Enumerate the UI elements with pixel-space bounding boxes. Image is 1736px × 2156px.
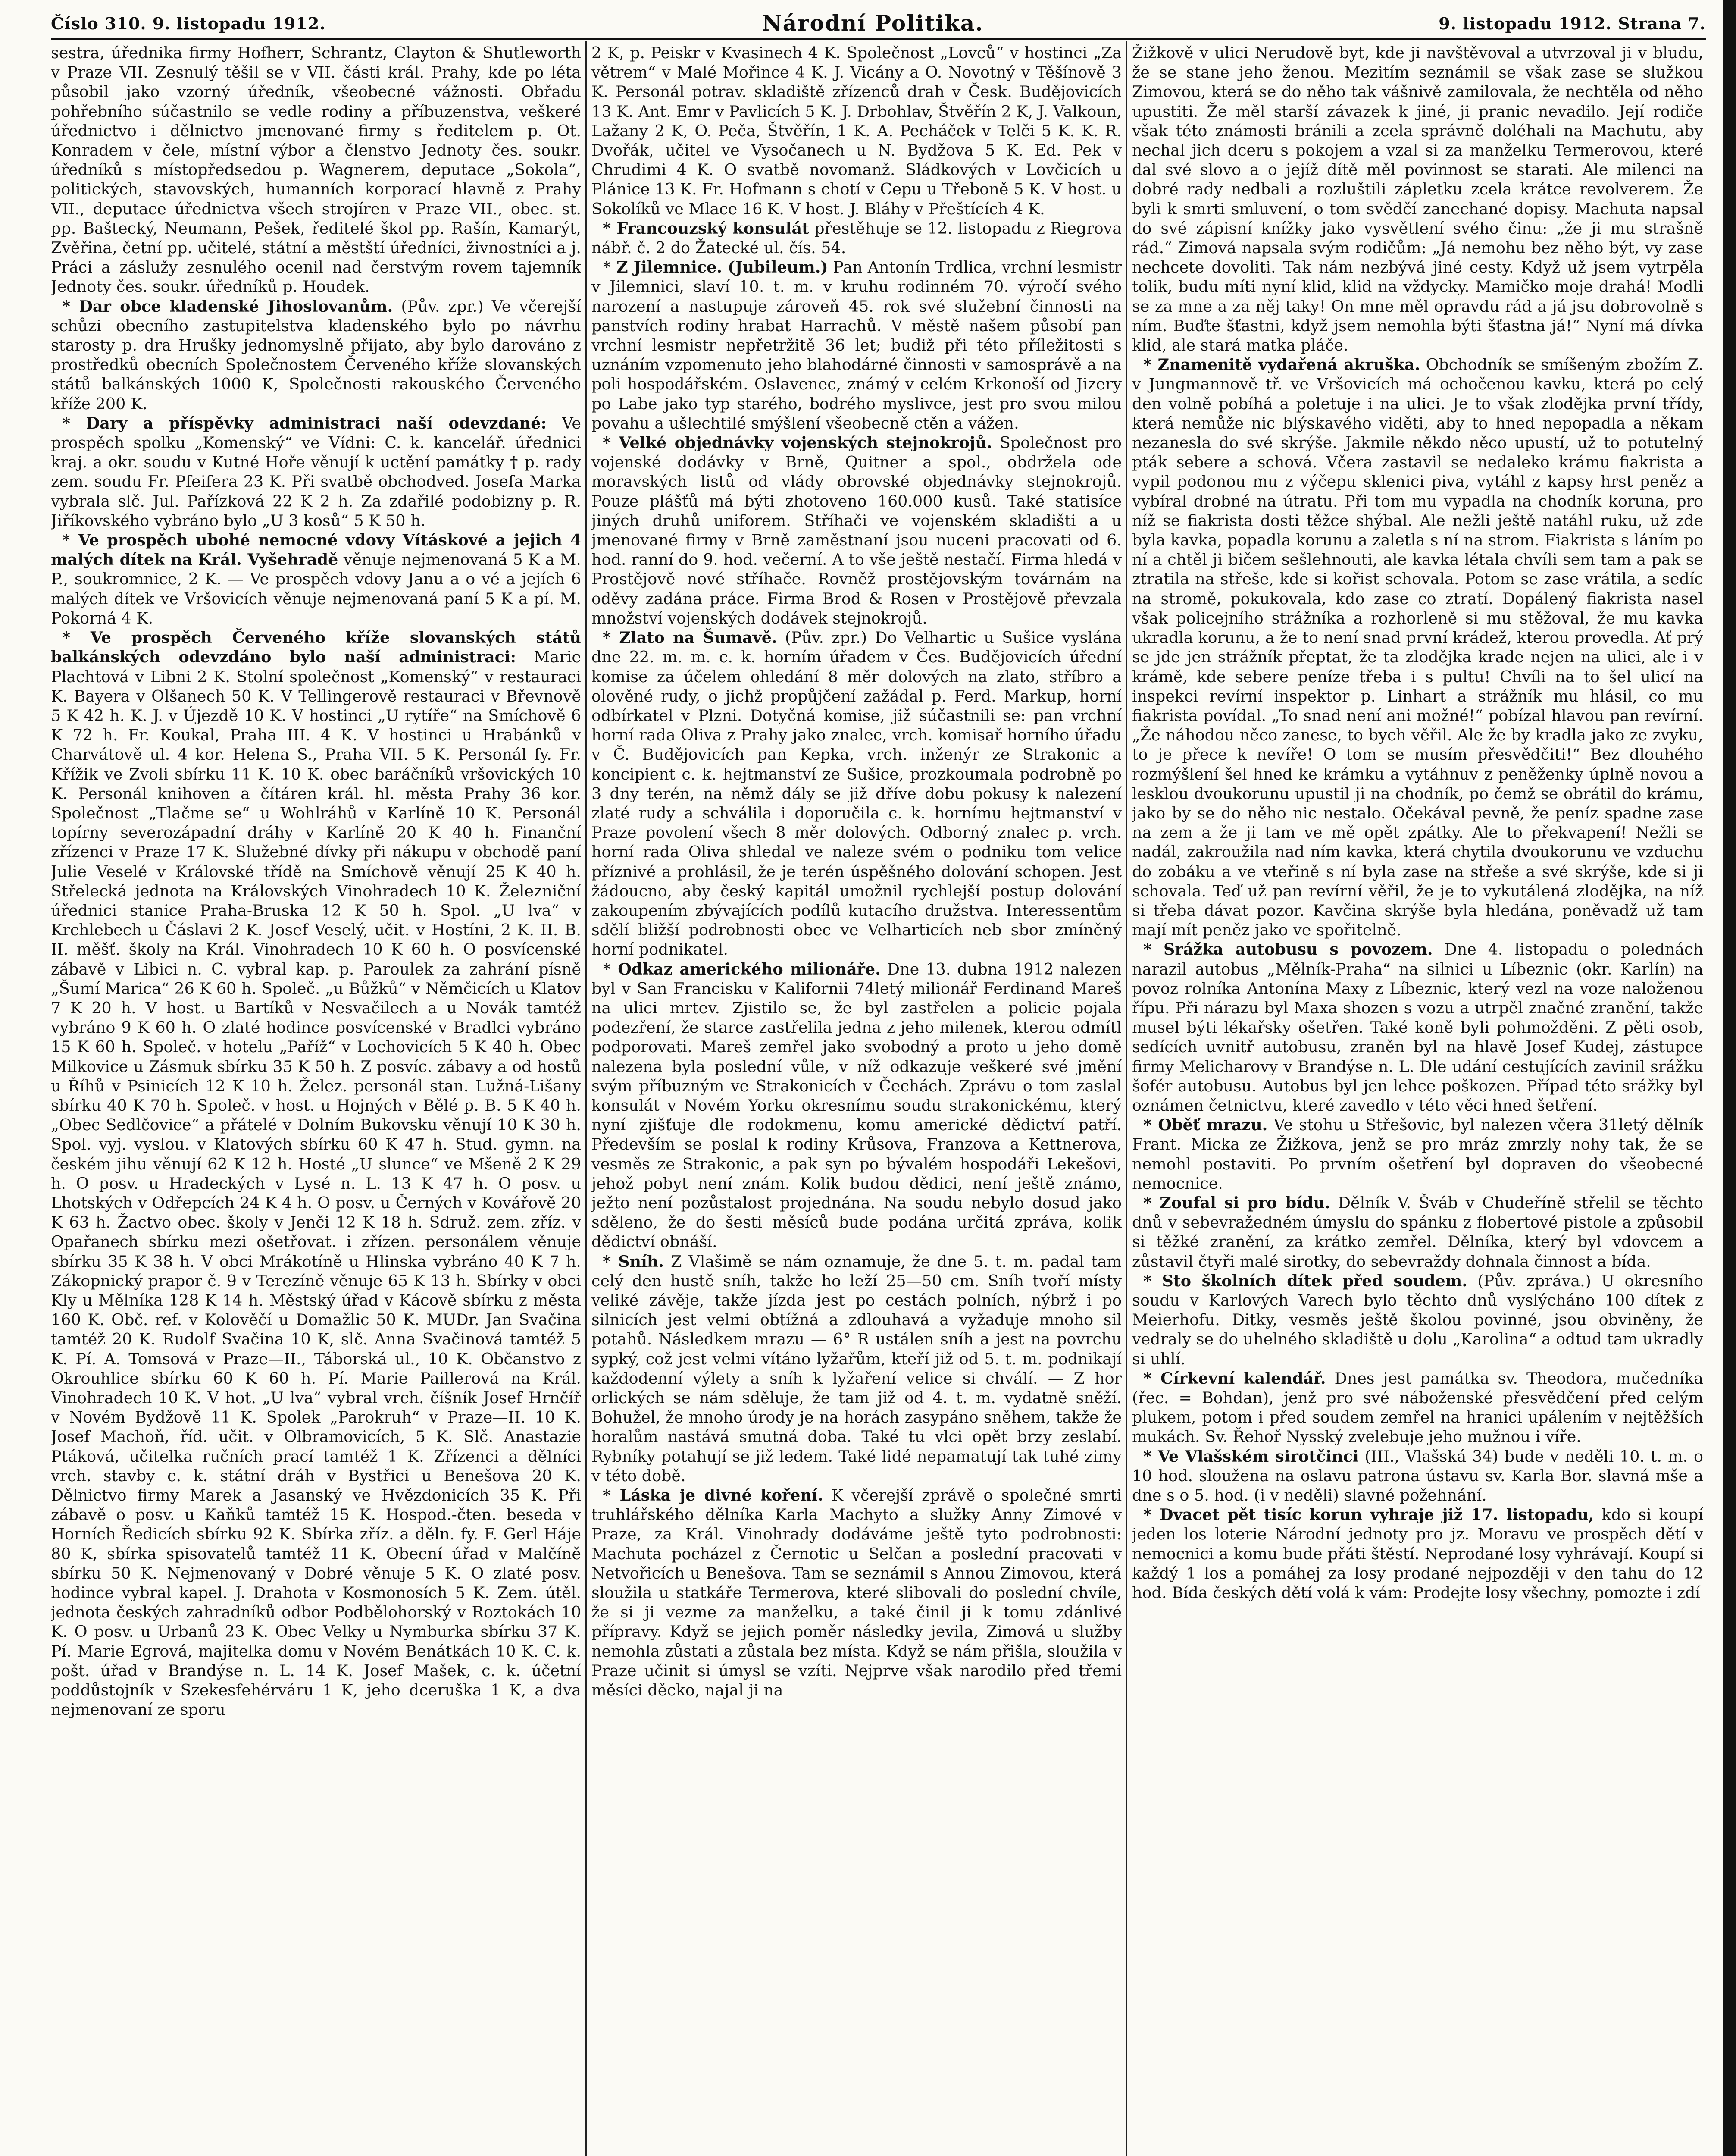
column-divider (1126, 41, 1127, 2156)
article-paragraph (591, 43, 1122, 219)
column-1 (51, 43, 581, 2156)
article-text: (Pův. zpráva.) U okresního soudu v Karlových Varech bylo těchto dnů vyslýcháno 100 dítek z Meierhofu. Ditky, vesměs ještě školou povinné, jsou obviněny, že vedraly se do uhelného skladiště u dolu „Karolina“ a odtud tam ukradly si uhlí. (1132, 1271, 1703, 1368)
article-paragraph (51, 297, 581, 414)
article-headline: * Sníh. (603, 1252, 664, 1271)
article-headline: * Velké objednávky vojenských stejnokrojů. (603, 433, 992, 452)
article-paragraph (1132, 1115, 1703, 1193)
scan-edge (1723, 0, 1736, 2156)
article-paragraph (1132, 1193, 1703, 1271)
article-text: věnuje nejmenovaná 5 K a M. P., soukromnice, 2 K. — Ve prospěch vdovy Janu a o vé a jejích 6 malých dítek ve Vršovicích věnuje nejmenovaná paní 5 K a pí. M. Pokorná 4 K. (51, 550, 581, 627)
article-text: Společnost pro vojenské dodávky v Brně, Quitner a spol., obdržela ode moravských listů od vlády obrovské objednávky stejnokrojů. Pouze plášťů má býti zhotoveno 160.000 kusů. Také statisíce jiných druhů uniforem. Stříhači ve vojenském skladišti a u jmenované firmy v Brně zaměstnaní jsou nuceni pracovati od 6. hod. ranní do 9. hod. večerní. A to vše ještě nestačí. Firma hledá v Prostějově nové stříhače. Rovněž prostějovským továrnám na oděvy zadána práce. Firma Brod & Rosen v Prostějově převzala množství vojenských dodávek stejnokrojů. (591, 433, 1122, 627)
article-headline: * Zlato na Šumavě. (603, 628, 777, 647)
article-paragraph (1132, 1369, 1703, 1447)
article-paragraph (1132, 1447, 1703, 1505)
article-headline: * Z Jilemnice. (Jubileum.) (603, 258, 828, 277)
article-text: 2 K, p. Peiskr v Kvasinech 4 K. Společnost „Lovců“ v hostinci „Za větrem“ v Malé Mořince 4 K. J. Vicány a O. Novotný v Těšínově 3 K. Personál potrav. skladiště zřízenců drah v Česk. Budějovicích 13 K. Ant. Emr v Pavlicích 5 K. J. Drbohlav, Štvěřín 2 K, J. Valkoun, Lažany 2 K, O. Peča, Štvěřín, 1 K. A. Pecháček v Telči 5 K. K. R. Dvořák, učitel ve Vysočanech u N. Bydžova 5 K. Ed. Pek v Chrudimi 4 K. O svatbě novomanž. Sládkových v Lovčicích u Plánice 13 K. Fr. Hofmann s chotí v Cepu u Třeboně 5 K. V host. u Sokolíků ve Mlace 16 K. V host. J. Bláhy v Přeštících 4 K. (591, 44, 1122, 218)
article-text: Pan Antonín Trdlica, vrchní lesmistr v Jilemnici, slaví 10. t. m. v kruhu rodinném 70. výročí svého narození a nastupuje zároveň 45. rok své služební činnosti na panstvích rodiny hrabat Harrachů. V městě našem působí pan vrchní lesmistr nepřetržitě 36 let; budiž při této příležitosti s uznáním vzpomenuto jeho blahodárné činnosti v samosprávě a na poli hospodářském. Oslavenec, známý v celém Krkonoší od Jizery po Labe jako typ starého, bodrého myslivce, jest pro svou milou povahu a ušlechtilé smýšlení všeobecně ctěn a vážen. (591, 258, 1122, 432)
article-headline: * Ve prospěch ubohé nemocné vdovy Vításkové a jejich 4 malých dítek na Král. Vyšehradě (51, 531, 581, 569)
article-paragraph (591, 219, 1122, 257)
article-paragraph (591, 1252, 1122, 1485)
article-headline: * Odkaz amerického milionáře. (603, 959, 881, 978)
article-text: Ve prospěch spolku „Komenský“ ve Vídni: C. k. kancelář. úřednici kraj. a okr. soudu v Kutné Hoře věnují k uctění památky † p. rady zem. soudu Fr. Pfeifera 23 K. Při svatbě obchodved. Josefa Marka vybrala slč. Jul. Pařízková 22 K 2 h. Za zdařilé podobizny p. R. Jiříkovského vybráno bylo „U 3 kosů“ 5 K 50 h. (51, 414, 581, 530)
article-headline: * Oběť mrazu. (1143, 1116, 1268, 1134)
article-headline: * Francouzský konsulát (603, 219, 809, 238)
article-text: Dělník V. Šváb v Chudeříně střelil se těchto dnů v sebevražedném úmyslu do spánku z flobertové pistole a způsobil si těžké zranění, za krátko zemřel. Dělníka, který byl vdovcem a zůstavil čtyři malé sirotky, do sebevraždy dohnala činnost a bída. (1132, 1193, 1703, 1271)
article-paragraph (1132, 1505, 1703, 1602)
article-text: Dne 13. dubna 1912 nalezen byl v San Francisku v Kalifornii 74letý milionář Ferdinand Mareš na ulici mrtev. Zjistilo se, že byl zastřelen a policie pojala podezření, že starce zastřelila jedna z jeho milenek, kterou odmítl podporovati. Mareš zemřel jako svobodný a proto u jeho domě nalezena byla poslední vůle, v níž odkazuje veškeré své jmění svým příbuzným ve Strakonicích v Čechách. Zprávu o tom zaslal konsulát v Novém Yorku okresnímu soudu strakonickému, který nyní zjišťuje dle rodokmenu, komu americké dědictví patří. Především se poslal k rodiny Krůsova, Franzova a Kettnerova, vesměs ze Strakonic, a pak syn po bývalém hospodáři Lekešovi, jehož pobyt není znám. Kolik budou dědici, není ještě známo, ježto není pozůstalost projednána. Na soudu nebylo dosud jako sděleno, že do šesti měsíců bude podána určitá zpráva, kolik dědictví obnáší. (591, 959, 1122, 1251)
article-headline: * Dar obce kladenské Jihoslovanům. (62, 297, 393, 316)
article-paragraph (51, 530, 581, 628)
article-headline: * Sto školních dítek před soudem. (1143, 1271, 1467, 1290)
article-text: Dne 4. listopadu o polednách narazil autobus „Mělník-Praha“ na silnici u Líbeznic (okr. Karlín) na povoz rolníka Antonína Maxy z Líbeznic, který vezl na voze naloženou řípu. Při nárazu byl Maxa shozen s vozu a utrpěl značné zranění, takže musel býti lékařsky ošetřen. Také koně byli pohmožděni. Z pěti osob, sedících uvnitř autobusu, zraněn byl na hlavě Josef Kudej, zástupce firmy Melicharovy v Brandýse n. L. Dle udání cestujících zavinil srážku šofér autobusu. Autobus byl jen lehce poškozen. Případ této srážky byl oznámen četnictvu, které zavedlo v této věci hned šetření. (1132, 940, 1703, 1115)
article-text: Žižkově v ulici Nerudově byt, kde ji navštěvoval a utvrzoval ji v bludu, že se stane jeho ženou. Mezitím seznámil se však zase se služkou Zimovou, která se do něho tak vášnivě zamilovala, že nechtěla od něho upustiti. Že měl starší závazek k jiné, ji pranic nevadilo. Její rodiče však této známosti bránili a zcela správně doléhali na Machutu, aby nechal jich dceru s pokojem a vzal si za manželku Termerovou, které dal své slovo a o jejíž dítě měl povinnost se starati. Ale milenci na dobré rady nedbali a rozluštili zápletku zcela krátce revolverem. Že byli k smrti smluvení, o tom svědčí zanechané dopisy. Machuta napsal do své zápisní knížky jako vysvětlení svého činu: „že ji mu strašně rád.“ Zimová napsala svým rodičům: „Já nemohu bez něho být, vy zase nechcete dovoliti. Tak nám nezbývá jiné cesty. Když už jsem vytrpěla tolik, budu míti nyní klid, klid na vždycky. Mamičko moje drahá! Modli se za mne a za něj taky! On mne měl opravdu rád a já jsu dobrovolně s ním. Buďte šťastni, když jsem nemohla býti šťastna já!“ Nyní má dívka klid, ale stará matka pláče. (1132, 44, 1703, 355)
article-headline: * Církevní kalendář. (1143, 1369, 1326, 1388)
article-text: Z Vlašimě se nám oznamuje, že dne 5. t. m. padal tam celý den hustě sníh, takže ho leží 25—50 cm. Sníh tvoří místy veliké závěje, takže jízda jest po cestách polních, nýbrž i po silnicích jest velmi obtížná a zdlouhavá a vyžaduje mnoho sil potahů. Následkem mrazu — 6° R ustálen sníh a jest na povrchu sypký, což jest velmi vítáno lyžařům, kteří již od 5. t. m. podnikají každodenní výlety a sníh k lyžaření velice si chválí. — Z hor orlických se nám sděluje, že tam již od 4. t. m. vydatně sněží. Bohužel, že mnoho úrody je na horách zasypáno sněhem, takže že horalům nastává smutná doba. Také tu vlci opět brzy zeslabí. Rybníky potahují se již ledem. Také lidé nepamatují tak tuhé zimy v této době. (591, 1252, 1122, 1485)
page-header (51, 6, 1706, 37)
article-text: Dnes jest památka sv. Theodora, mučedníka (řec. = Bohdan), jenž pro své náboženské přesvědčení před celým plukem, potom i před soudem zemřel na hranici upálením v nejtěžších mukách. Sv. Řehoř Nysský zvelebuje jeho mužnou i víře. (1132, 1369, 1703, 1446)
article-text: Obchodník se smíšeným zbožím Z. v Jungmannově tř. ve Vršovicích má ochočenou kavku, která po celý den volně pobíhá a poletuje i na ulici. Je to však zlodějka první třídy, která nemůže nic blýskavého viděti, aby to hned nepopadla a někam nezanesla do své skrýše. Jakmile někdo něco upustí, už to potutelný pták sebere a schová. Včera zastavil se nedaleko krámu fiakrista a vypil podonou mu z výčepu sklenici piva, vytáhl z kapsy hrst peněz a vybíral drobné na útratu. Při tom mu vypadla na chodník koruna, pro níž se fiakrista dosti těžce shýbal. Ale nežli ještě natáhl ruku, už zde byla kavka, popadla korunu a zaletla s ní na strom. Fiakrista s láním po ní a chtěl ji bičem sešlehnouti, ale kavka létala chvíli sem tam a pak se ztratila na střeše, kde si kořist schovala. Potom se zase vrátila, a sedíc na stromě, pokukovala, kdo zase co ztratí. Dopálený fiakrista nasel však policejního strážníka a rozhorleně si mu stěžoval, že mu kavka ukradla korunu, a že to není snad první krádež, kterou provedla. Ať prý se jde jen strážník přeptat, že ta zlodějka krade nejen na ulici, ale i v krámě, kde sebere peníze třeba i s pultu! Chvíli na to šel ulicí na inspekci revírní inspektor p. Linhart a strážník mu hlásil, co mu fiakrista povídal. „To snad není ani možné!“ pobízal hlavou pan revírní. „Že náhodou něco zanese, to bych věřil. Ale že by kradla jako ze zvyku, to je přece k nevíře! O tom se musím přesvědčiti!“ Bez dlouhého rozmýšlení šel hned ke krámku a vytáhnuv z peněženky úplně novou a lesklou dvoukorunu upustil ji na chodník, po čemž se obrátil do krámu, jako by se do něho nic nestalo. Očekával pevně, že peníz spadne zase na zem a že ji tam ve mě opět zpátky. Ale to překvapení! Nežli se nadál, zakroužila nad ním kavka, která chytila dvoukorunu ve vzduchu do zobáku a ve vteřině s ní byla zase na střeše a své skrýše, kde si ji schovala. Teď už pan revírní věřil, že je to vykutálená zlodějka, na níž si třeba dávat pozor. Kavčina skrýše byla hledána, poněvadž už tam mají mít peněz jako ve spořitelně. (1132, 355, 1703, 940)
article-paragraph (51, 414, 581, 530)
article-text: sestra, úřednika firmy Hofherr, Schrantz, Clayton & Shutleworth v Praze VII. Zesnulý těšil se v VII. části král. Prahy, kde po léta působil jako vzorný úředník, všeobecné vážnosti. Obřadu pohřebního súčastnilo se vedle rodiny a příbuzenstva, veškeré úřednictvo i dělnictvo jmenované firmy s ředitelem p. Ot. Konradem v čele, místní výbor a členstvo Jednoty čes. soukr. úředníků s místopředsedou p. Wagnerem, deputace „Sokola“, politických, stavovských, humanních korporací hlavně z Prahy VII., deputace úřednictva všech strojíren v Praze VII., obec. st. pp. Baštecký, Neumann, Pešek, ředitelé škol pp. Rašín, Kamarýt, Zvěřina, četní pp. učitelé, státní a městští úředníci, živnostníci a j. Práci a záslužy zesnulého ocenil nad čerstvým rovem tajemník Jednoty čes. soukr. úředníků p. Houdek. (51, 44, 581, 296)
article-text: (Pův. zpr.) Ve včerejší schůzi obecního zastupitelstva kladenského bylo po návrhu starosty p. dra Hrušky jednomyslně přijato, aby bylo darováno z prostředků obecních Společnostem Červeného kříže slovanských států balkánských 1000 K, Společnosti rakouského Červeného kříže 200 K. (51, 297, 581, 413)
article-headline: * Dvacet pět tisíc korun vyhraje již 17. listopadu, (1143, 1505, 1594, 1524)
article-paragraph (51, 628, 581, 1719)
article-text: K včerejší zprávě o společné smrti truhlářského dělníka Karla Machyto a služky Anny Zimové v Praze, za Král. Vinohrady dodáváme ještě tyto podrobnosti: Machuta pocházel z Černotic u Selčan a poslední pracovati v Netvořicích u Benešova. Tam se seznámil s Annou Zimovou, která sloužila u statkáře Termerova, které slibovali do poslední chvíle, že si ji vezme za manželku, a také činil ji k tomu zdánlivé přípravy. Když se jejich poměr následky jevila, Zimová u služby nemohla zůstati a zůstala bez místa. Když se nám přišla, sloužila v Praze učinit si úmysl se vzíti. Nejprve však narodilo před třemi měsíci děcko, najal ji na (591, 1486, 1122, 1700)
article-paragraph (591, 433, 1122, 628)
article-paragraph (1132, 940, 1703, 1115)
issue-info: Číslo 310. 9. listopadu 1912. (51, 14, 326, 33)
article-paragraph (591, 628, 1122, 959)
article-headline: * Ve prospěch Červeného kříže slovanských států balkánských odevzdáno bylo naší administraci: (51, 628, 581, 667)
article-headline: * Znamenitě vydařená akruška. (1143, 355, 1420, 374)
newspaper-title: Národní Politika. (762, 10, 984, 36)
article-paragraph (591, 1485, 1122, 1700)
article-headline: * Zoufal si pro bídu. (1143, 1193, 1330, 1212)
article-paragraph (591, 959, 1122, 1252)
article-headline: * Láska je divné koření. (603, 1486, 823, 1505)
article-headline: * Srážka autobusu s povozem. (1143, 940, 1433, 959)
column-divider (585, 41, 587, 2156)
article-text: Ve stohu u Střešovic, byl nalezen včera 31letý dělník Frant. Micka ze Žižkova, jenž se pro mráz zmrzly nohy tak, že se nemohl postaviti. Po prvním ošetření byl dopraven do všeobecné nemocnice. (1132, 1116, 1703, 1193)
article-text: (III., Vlašská 34) bude v neděli 10. t. m. o 10 hod. sloužena na oslavu patrona ústavu sv. Karla Bor. slavná mše a dne s o 5. hod. (i v neděli) slavné požehnání. (1132, 1447, 1703, 1505)
article-paragraph (591, 257, 1122, 433)
column-3 (1132, 43, 1703, 2156)
article-text: přestěhuje se 12. listopadu z Riegrova nábř. č. 2 do Žatecké ul. čís. 54. (591, 219, 1122, 257)
article-text: Marie Plachtová v Libni 2 K. Stolní společnost „Komenský“ v restauraci K. Bayera v Olšanech 50 K. V Tellingerově restauraci v Břevnově 5 K 42 h. K. J. v Újezdě 10 K. V hostinci „U rytíře“ na Smíchově 6 K 72 h. Fr. Koukal, Praha III. 4 K. V hostinci u Hrabánků v Charvátově ul. 4 kor. Helena S., Praha VII. 5 K. Personál fy. Fr. Křížik ve Zvoli sbírku 11 K. 10 K. obec baráčníků vršovických 10 K. Personál knihoven a čítáren král. hl. města Prahy 36 kor. Společnost „Tlačme se“ u Wohlráhů v Karlíně 10 K. Personál topírny severozápadní dráhy v Karlíně 20 K 40 h. Finanční zřízenci v Praze 17 K. Služebné dívky při nákupu v obchodě paní Julie Veselé v Královské třídě na Smíchově věnují 25 K 40 h. Střelecká jednota na Královských Vinohradech 10 K. Železniční úřednici stanice Praha-Bruska 12 K 50 h. Spol. „U lva“ v Krchlebech u Čáslavi 2 K. Josef Veselý, učit. v Hostíni, 2 K. II. B. II. měšť. školy na Král. Vinohradech 10 K 60 h. O posvícenské zábavě v Libici n. C. vybral kap. p. Paroulek za zahrání písně „Šumí Marica“ 26 K 60 h. Společ. „u Bůžků“ v Němčicích u Klatov 7 K 20 h. V host. u Bartíků v Nesvačilech a u Novák tamtéž vybráno 9 K 60 h. O zlaté hodince posvícenské v Bradlci vybráno 15 K 60 h. Společ. v hotelu „Paříž“ v Lochovicích 5 K 40 h. Obec Milkovice u Zásmuk sbírku 35 K 50 h. Z posvíc. zábavy a od hostů u Říhů v Psinicích 12 K 10 h. Želez. personál stan. Lužná-Lišany sbírku 40 K 70 h. Společ. v host. u Hojných v Bělé p. B. 5 K 40 h. „Obec Sedlčovice“ a přátelé v Dolním Bukovsku věnují 10 K 30 h. Spol. vyj. vyslou. v Klatových sbírku 60 K 47 h. Stud. gymn. na českém jihu věnují 62 K 12 h. Hosté „U slunce“ ve Mšeně 2 K 29 h. O posv. u Hradeckých v Lysé n. L. 13 K 47 h. O posv. u Lhotských v Odřepcích 24 K 4 h. O posv. u Černých v Kovářově 20 K 63 h. Žactvo obec. školy v Jenči 12 K 18 h. Sdruž. zem. zříz. v Opařanech sbírku mezi ošetřovat. i zřízen. personálem věnuje sbírku 35 K 38 h. V obci Mrákotíně u Hlinska vybráno 40 K 7 h. Zákopnický prapor č. 9 v Terezíně věnuje 65 K 13 h. Sbírky v obci Kly u Mělníka 128 K 14 h. Městský úřad v Kácově sbírku z města 160 K. Obč. ref. v Kolověčí u Domažlic 50 K. MUDr. Jan Svačina tamtéž 20 K. Rudolf Svačina 10 K, slč. Anna Svačinová tamtéž 5 K. Pí. A. Tomsová v Praze—II., Táborská ul., 10 K. Občanstvo z Okrouhlice sbírku 60 K 60 h. Pí. Marie Paillerová na Král. Vinohradech 10 K. V hot. „U lva“ vybral vrch. číšník Josef Hrnčíř v Novém Bydžově 11 K. Spolek „Parokruh“ v Praze—II. 10 K. Josef Machoň, říd. učit. v Olbramovicích, 5 K. Slč. Anastazie Ptáková, učitelka ručních prací tamtéž 1 K. Zřízenci a dělníci vrch. stavby c. k. státní dráh v Bystřici u Benešova 20 K. Dělnictvo firmy Marek a Jasanský ve Hvězdonicích 35 K. Při zábavě o posv. u Kaňků tamtéž 15 K. Hospod.-čten. beseda v Horních Ředicích sbírku 92 K. Sbírka zříz. a děln. fy. F. Gerl Háje 80 K, sbírka spisovatelů tamtéž 11 K. Obecní úřad v Malčíně sbírku 50 K. Nejmenovaný v Dobré věnuje 5 K. O zlaté posv. hodince vybral kapel. J. Drahota v Kosmonosích 5 K. Zem. útěl. jednota českých zahradníků odbor Podbělohorský v Roztokách 10 K. O posv. u Urbanů 23 K. Obec Velky u Nymburka sbírku 37 K. Pí. Marie Egrová, majitelka domu v Novém Benátkách 10 K. C. k. pošt. úřad v Brandýse n. L. 14 K. Josef Mašek, c. k. účetní poddůstojník v Szekesfehérváru 1 K, jeho dceruška 1 K, a dva nejmenovaní ze sporu (51, 648, 581, 1719)
article-paragraph (1132, 1271, 1703, 1369)
article-text: (Pův. zpr.) Do Velhartic u Sušice vyslána dne 22. m. m. c. k. horním úřadem v Čes. Budějovicích úřední komise za účelem ohledání 8 měr dolových na zlato, stříbro a olověné rudy, o jichž propůjčení zažádal p. Ferd. Markup, horní odbírkatel v Plzni. Dotyčná komise, již súčastnili se: pan vrchní horní rada Oliva z Prahy jako znalec, vrch. komisař horního úřadu v Č. Budějovicích pan Kepka, vrch. inženýr ze Strakonic a koncipient c. k. hejtmanství ze Sušice, prozkoumala podrobně po 3 dny terén, na němž dály se již dříve dobu pokusy k nalezení zlaté rudy a schválila i doporučila c. k. hornímu hejtmanství v Praze povolení všech 8 měr dolových. Odborný znalec p. vrch. horní rada Oliva shledal ve naleze svém o podniku tom velice příznivé a prohlásil, že je terén úspěšného dolování schopen. Jest žádoucno, aby český kapitál umožnil rychlejší postup dolování zakoupením zbývajících podílů kutacího družstva. Interessentům sdělí bližší podrobnosti obec ve Velharticích neb sbor zmíněný horní podnikatel. (591, 628, 1122, 959)
article-headline: * Ve Vlašském sirotčinci (1143, 1447, 1359, 1466)
column-2 (591, 43, 1122, 2156)
article-paragraph (51, 43, 581, 297)
date-page-info: 9. listopadu 1912. Strana 7. (1439, 14, 1706, 33)
header-rule (51, 38, 1706, 40)
article-paragraph (1132, 355, 1703, 940)
article-paragraph (1132, 43, 1703, 355)
article-headline: * Dary a příspěvky administraci naší odevzdané: (62, 414, 547, 432)
article-text: kdo si koupí jeden los loterie Národní jednoty pro jz. Moravu ve prospěch dětí v nemocnici a komu bude přáti štěstí. Neprodané losy vyhrávají. Koupí si každý 1 los a pomáhej za losy prodané nejpozději v den tahu do 12 hod. Bída českých dětí volá k vám: Prodejte losy všechny, pomozte i zdí (1132, 1505, 1703, 1602)
